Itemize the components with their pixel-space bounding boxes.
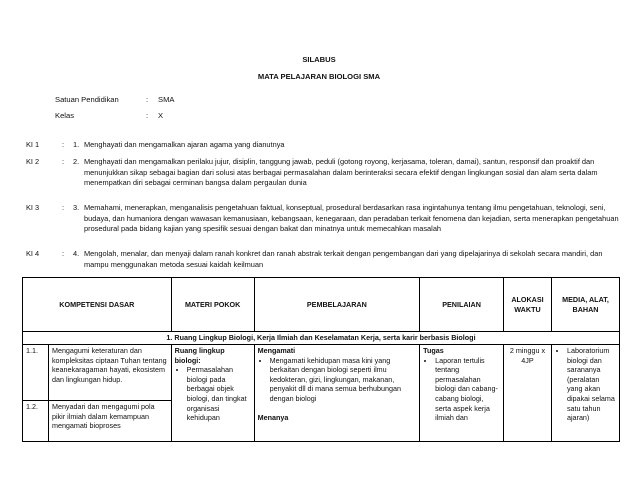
header-kompetensi-dasar: KOMPETENSI DASAR — [23, 278, 172, 332]
kd-number: 1.1. — [23, 345, 49, 401]
ki-code: KI 3 — [26, 203, 40, 212]
ki-number: 4. — [73, 249, 80, 258]
materi-cell — [171, 345, 254, 442]
ki-number: 3. — [73, 203, 80, 212]
document-title: SILABUS — [302, 55, 336, 64]
ki-number: 2. — [73, 157, 80, 166]
ki-text: Memahami, menerapkan, menganalisis pengetahuan faktual, konseptual, prosedural berdasarkan rasa ingintahunya tentang ilmu pengetahuan, teknologi, seni, budaya, dan humaniora dengan wawasan kemanusiaan, kebangsaan, kenegaraan, dan peradaban terkait fenomena dan kejadian, serta menerapkan pengetahuan prosedural pada bidang kajian yang spesifik sesuai dengan bakat dan minatnya untuk memecahkan masalah — [84, 203, 619, 233]
penilaian-cell — [420, 345, 504, 442]
media-bullet: • Laboratorium biologi dan sarananya (peralatan yang akan dipakai selama satu tahun ajaran) — [567, 346, 616, 423]
kelas-value: X — [158, 111, 164, 120]
section-title: 1. Ruang Lingkup Biologi, Kerja Ilmiah dan Keselamatan Kerja, serta karir berbasis Biologi — [23, 332, 620, 345]
alokasi-cell: 2 minggu x 4JP — [504, 345, 552, 442]
ki-code: KI 4 — [26, 249, 40, 258]
satuan-separator: : — [146, 95, 149, 104]
materi-heading: Ruang lingkup biologi: — [174, 346, 225, 365]
satuan-value: SMA — [158, 95, 175, 104]
ki-code: KI 1 — [26, 140, 40, 149]
document-subtitle: MATA PELAJARAN BIOLOGI SMA — [257, 72, 381, 81]
header-pembelajaran: PEMBELAJARAN — [254, 278, 420, 332]
ki-code: KI 2 — [26, 157, 40, 166]
header-alokasi-waktu: ALOKASI WAKTU — [504, 278, 552, 332]
header-materi-pokok: MATERI POKOK — [171, 278, 254, 332]
ki-separator: : — [62, 157, 65, 166]
ki-text: Menghayati dan mengamalkan ajaran agama yang dianutnya — [84, 140, 285, 149]
pembelajaran-heading-2: Menanya — [257, 412, 289, 422]
media-cell — [551, 345, 619, 442]
satuan-label: Satuan Pendidikan — [55, 95, 119, 104]
pembelajaran-bullet: • Mengamati kehidupan masa kini yang berkaitan dengan biologi seperti ilmu kedokteran, gizi, lingkungan, makanan, penyakit dll di mana semua berhubungan dengan biologi — [270, 356, 417, 404]
header-penilaian: PENILAIAN — [420, 278, 504, 332]
ki-text: Menghayati dan mengamalkan perilaku jujur, disiplin, tanggung jawab, peduli (gotong royong, kerjasama, toleran, damai), santun, responsif dan proaktif dan menunjukkan sikap sebagai bagian dari solusi atas berbagai permasalahan dalam berinteraksi secara efektif dengan lingkungan sosial dan alam serta dalam menempatkan diri sebagai cerminan bangsa dalam pergaulan dunia — [84, 157, 598, 187]
silabus-table — [22, 277, 620, 442]
kd-number: 1.2. — [23, 401, 49, 442]
kd-text: Menyadari dan mengagumi pola pikir ilmiah dalam kemampuan mengamati bioproses — [48, 401, 171, 442]
header-media-alat-bahan: MEDIA, ALAT, BAHAN — [551, 278, 619, 332]
ki-number: 1. — [73, 140, 80, 149]
kelas-separator: : — [146, 111, 149, 120]
ki-separator: : — [62, 203, 65, 212]
penilaian-bullet: • Laporan tertulis tentang permasalahan biologi dan cabang-cabang biologi, serta aspek kerja ilmiah dan — [435, 356, 500, 423]
kelas-label: Kelas — [55, 111, 74, 120]
materi-bullet: • Permasalahan biologi pada berbagai objek biologi, dan tingkat organisasi kehidupan — [187, 365, 251, 423]
ki-text: Mengolah, menalar, dan menyaji dalam ranah konkret dan ranah abstrak terkait dengan pengembangan dari yang dipelajarinya di sekolah secara mandiri, dan mampu menggunakan metoda sesuai kaidah keilmuan — [84, 249, 603, 269]
section-row — [23, 332, 620, 345]
penilaian-heading: Tugas — [423, 346, 444, 355]
ki-separator: : — [62, 249, 65, 258]
table-row — [23, 345, 620, 401]
pembelajaran-heading: Mengamati — [257, 346, 296, 355]
kd-text: Mengagumi keteraturan dan kompleksitas ciptaan Tuhan tentang keanekaragaman hayati, ekosistem dan lingkungan hidup. — [48, 345, 171, 401]
pembelajaran-cell — [254, 345, 420, 442]
table-header-row — [23, 278, 620, 332]
ki-separator: : — [62, 140, 65, 149]
